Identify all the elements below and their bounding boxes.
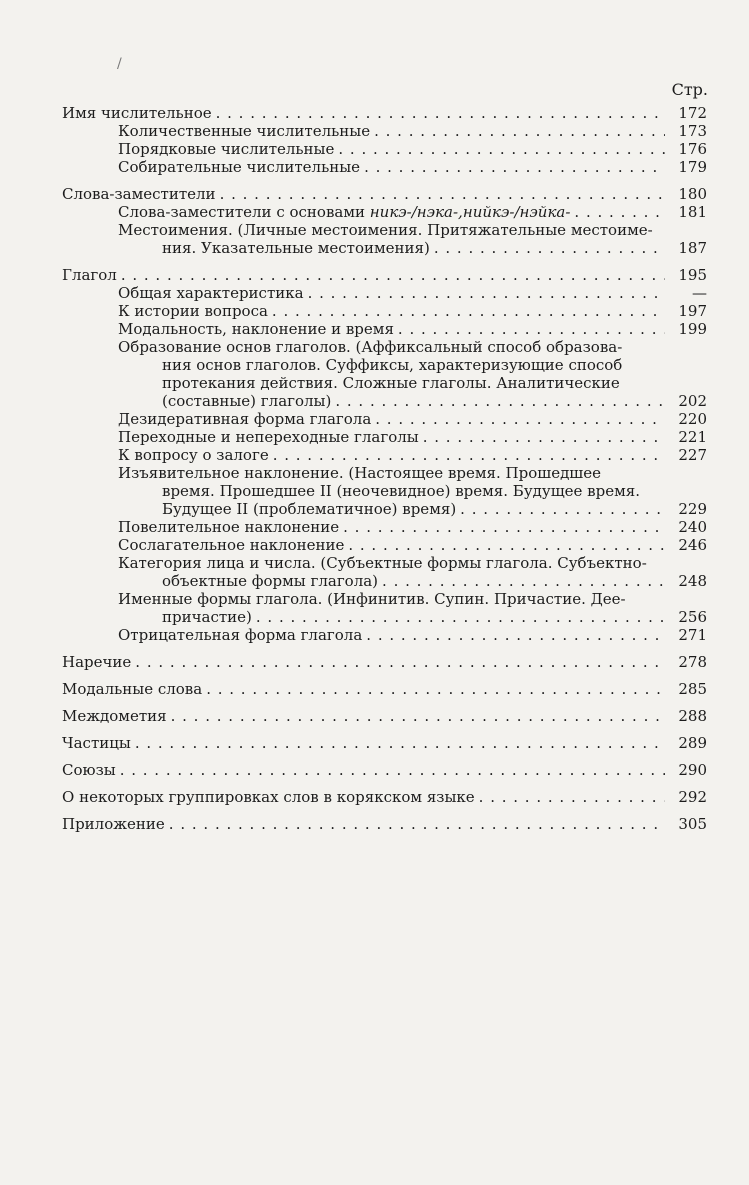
toc-line — [62, 815, 707, 833]
toc-line — [62, 788, 707, 806]
toc-line — [118, 410, 707, 428]
toc-line — [118, 554, 707, 572]
toc-page-number: 271 — [678, 626, 707, 644]
dot-leader — [434, 239, 665, 257]
dot-leader — [220, 185, 665, 203]
toc-line — [118, 158, 707, 176]
toc-line — [62, 707, 707, 725]
toc-subsection[interactable] — [62, 410, 707, 428]
dot-leader — [206, 680, 665, 698]
toc-page-number: 179 — [678, 158, 707, 176]
toc-entry-title: Отрицательная форма глагола — [118, 626, 363, 644]
toc-line — [118, 608, 707, 626]
dot-leader — [375, 410, 665, 428]
toc-line — [118, 590, 707, 608]
toc-line — [118, 518, 707, 536]
toc-entry-title: ния. Указательные местоимения) — [162, 239, 430, 257]
toc-entry-title: Слова-заместители с основами — [118, 203, 366, 221]
toc-page-number: 227 — [678, 446, 707, 464]
toc-entry-title: Приложение — [62, 815, 165, 833]
dot-leader — [272, 302, 665, 320]
toc-entry-title: протекания действия. Сложные глаголы. Аналитические — [162, 374, 620, 392]
toc-line — [62, 653, 707, 671]
toc-entry-title: Порядковые числительные — [118, 140, 335, 158]
toc-entry-italic-stems: никэ-/нэка-,нийкэ-/нэйка- — [365, 203, 571, 221]
toc-entry-title: Повелительное наклонение — [118, 518, 340, 536]
toc-page-number: 199 — [678, 320, 707, 338]
toc-entry-title: Глагол — [62, 266, 117, 284]
toc-section[interactable] — [62, 104, 707, 122]
toc-page-number: 292 — [678, 788, 707, 806]
toc-page-number: 172 — [678, 104, 707, 122]
toc-line — [118, 626, 707, 644]
toc-subsection[interactable] — [62, 203, 707, 221]
toc-page-number: 256 — [678, 608, 707, 626]
toc-page-number: 176 — [678, 140, 707, 158]
toc-entry-title: Собирательные числительные — [118, 158, 361, 176]
toc-subsection[interactable] — [62, 158, 707, 176]
toc-page-number: 220 — [678, 410, 707, 428]
toc-line — [118, 203, 707, 221]
toc-line — [118, 284, 707, 302]
toc-entry-title: Слова-заместители — [62, 185, 216, 203]
toc-page-number: 288 — [678, 707, 707, 725]
toc-entry-title: Междометия — [62, 707, 167, 725]
toc-entry-title: Наречие — [62, 653, 132, 671]
toc-subsection[interactable] — [62, 338, 707, 410]
dot-leader — [135, 653, 665, 671]
toc-section[interactable] — [62, 653, 707, 671]
toc-line — [62, 266, 707, 284]
dot-leader — [273, 446, 665, 464]
toc-entry-title: Модальность, наклонение и время — [118, 320, 394, 338]
dot-leader — [366, 626, 665, 644]
toc-line — [118, 428, 707, 446]
toc-page-number: 246 — [678, 536, 707, 554]
toc-subsection[interactable] — [62, 320, 707, 338]
toc-subsection[interactable] — [62, 122, 707, 140]
toc-entry-title: Общая характеристика — [118, 284, 304, 302]
toc-line — [62, 185, 707, 203]
dot-leader — [460, 500, 665, 518]
toc-subsection[interactable] — [62, 140, 707, 158]
toc-page-number: 240 — [678, 518, 707, 536]
toc-line — [118, 338, 707, 356]
toc-page-number: 202 — [678, 392, 707, 410]
dot-leader — [364, 158, 665, 176]
dot-leader — [348, 536, 665, 554]
toc-page-number: 221 — [678, 428, 707, 446]
dot-leader — [343, 518, 665, 536]
toc-entry-title: Будущее II (проблематичное) время) — [162, 500, 457, 518]
toc-page-number: 197 — [678, 302, 707, 320]
toc-page-number: 248 — [678, 572, 707, 590]
toc-page-number: 278 — [678, 653, 707, 671]
toc-page-number: 173 — [678, 122, 707, 140]
toc-line — [118, 464, 707, 482]
toc-subsection[interactable] — [62, 284, 707, 302]
toc-line — [118, 221, 707, 239]
dot-leader — [574, 203, 665, 221]
toc-line — [118, 356, 707, 374]
toc-line — [118, 140, 707, 158]
toc-line — [118, 302, 707, 320]
toc-section[interactable] — [62, 680, 707, 698]
toc-entry-title: Изъявительное наклонение. (Настоящее время. Прошедшее — [118, 464, 602, 482]
toc-page-number: 187 — [678, 239, 707, 257]
toc-line — [118, 239, 707, 257]
toc-line — [62, 761, 707, 779]
toc-subsection[interactable] — [62, 626, 707, 644]
toc-entry-title: причастие) — [162, 608, 252, 626]
toc-entry-title: Количественные числительные — [118, 122, 371, 140]
toc-entry-title: Частицы — [62, 734, 131, 752]
toc-subsection[interactable] — [62, 221, 707, 257]
toc-section[interactable] — [62, 761, 707, 779]
toc-subsection[interactable] — [62, 302, 707, 320]
toc-page-number: 289 — [678, 734, 707, 752]
toc-section[interactable] — [62, 734, 707, 752]
table-of-contents — [62, 104, 707, 833]
toc-entry-title: Дезидеративная форма глагола — [118, 410, 372, 428]
toc-section[interactable] — [62, 707, 707, 725]
toc-entry-title: Именные формы глагола. (Инфинитив. Супин. Причастие. Дее- — [118, 590, 626, 608]
toc-entry-title: К вопросу о залоге — [118, 446, 269, 464]
toc-entry-title: ния основ глаголов. Суффиксы, характеризующие способ — [162, 356, 623, 374]
toc-entry-title: Местоимения. (Личные местоимения. Притяжательные местоиме- — [118, 221, 653, 239]
toc-section[interactable] — [62, 788, 707, 806]
toc-entry-title: Образование основ глаголов. (Аффиксальный способ образова- — [118, 338, 623, 356]
dot-leader — [335, 392, 665, 410]
toc-line — [62, 734, 707, 752]
toc-line — [118, 536, 707, 554]
dot-leader — [338, 140, 665, 158]
toc-page-number: — — [692, 284, 707, 302]
toc-entry-title: Союзы — [62, 761, 116, 779]
toc-page-number: 305 — [678, 815, 707, 833]
toc-line — [118, 500, 707, 518]
page-column-header: Стр. — [671, 80, 708, 99]
toc-line — [118, 446, 707, 464]
toc-entry-title: (составные) глаголы) — [162, 392, 332, 410]
toc-section[interactable] — [62, 185, 707, 203]
toc-line — [62, 104, 707, 122]
toc-entry-title: Сослагательное наклонение — [118, 536, 345, 554]
toc-line — [118, 374, 707, 392]
dot-leader — [121, 266, 665, 284]
toc-entry-title: Имя числительное — [62, 104, 212, 122]
toc-subsection[interactable] — [62, 554, 707, 590]
toc-page-number: 285 — [678, 680, 707, 698]
dot-leader — [308, 284, 665, 302]
toc-section[interactable] — [62, 266, 707, 284]
dot-leader — [374, 122, 665, 140]
toc-entry-title: время. Прошедшее II (неочевидное) время. Будущее время. — [162, 482, 640, 500]
toc-line — [118, 482, 707, 500]
toc-line — [118, 122, 707, 140]
dot-leader — [135, 734, 665, 752]
toc-entry-title: Переходные и непереходные глаголы — [118, 428, 419, 446]
dot-leader — [479, 788, 665, 806]
toc-subsection[interactable] — [62, 518, 707, 536]
dot-leader — [171, 707, 665, 725]
toc-subsection[interactable] — [62, 536, 707, 554]
toc-page-number: 181 — [678, 203, 707, 221]
toc-entry-title: О некоторых группировках слов в корякском языке — [62, 788, 475, 806]
dot-leader — [216, 104, 665, 122]
pencil-mark: / — [117, 56, 122, 72]
toc-page-number: 229 — [678, 500, 707, 518]
toc-page-number: 180 — [678, 185, 707, 203]
toc-subsection[interactable] — [62, 446, 707, 464]
toc-entry-title: Категория лица и числа. (Субъектные формы глагола. Субъектно- — [118, 554, 647, 572]
toc-line — [118, 392, 707, 410]
toc-subsection[interactable] — [62, 428, 707, 446]
dot-leader — [256, 608, 665, 626]
toc-entry-title: К истории вопроса — [118, 302, 268, 320]
dot-leader — [382, 572, 665, 590]
dot-leader — [169, 815, 665, 833]
dot-leader — [423, 428, 665, 446]
toc-subsection[interactable] — [62, 464, 707, 518]
toc-line — [118, 320, 707, 338]
dot-leader — [398, 320, 665, 338]
dot-leader — [120, 761, 665, 779]
toc-line — [118, 572, 707, 590]
toc-section[interactable] — [62, 815, 707, 833]
toc-page-number: 195 — [678, 266, 707, 284]
toc-line — [62, 680, 707, 698]
toc-subsection[interactable] — [62, 590, 707, 626]
toc-page-number: 290 — [678, 761, 707, 779]
toc-entry-title: объектные формы глагола) — [162, 572, 379, 590]
toc-entry-title: Модальные слова — [62, 680, 203, 698]
